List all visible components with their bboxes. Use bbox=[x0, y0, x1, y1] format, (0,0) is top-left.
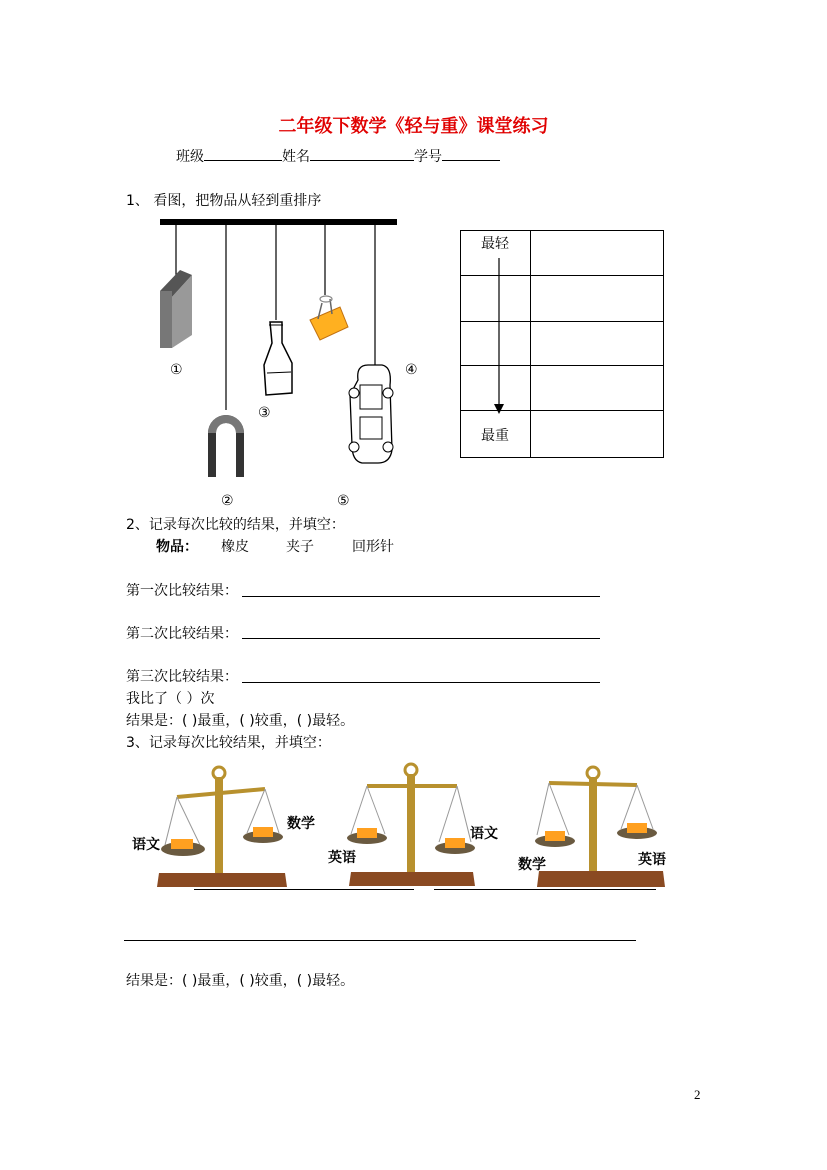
number-field[interactable] bbox=[442, 146, 500, 161]
marker-4: ④ bbox=[405, 362, 418, 378]
number-label: 学号 bbox=[414, 149, 442, 165]
marker-2: ② bbox=[221, 493, 234, 509]
book-icon bbox=[357, 828, 377, 838]
binder-clip-icon bbox=[310, 296, 348, 340]
table-top-label: 最轻 bbox=[481, 236, 509, 252]
answer-cell-2[interactable] bbox=[531, 276, 664, 322]
scale2-left-label: 英语 bbox=[328, 850, 356, 866]
scale3-left-label: 数学 bbox=[518, 857, 546, 873]
scale1-right-label: 数学 bbox=[287, 816, 315, 832]
book-icon bbox=[627, 823, 647, 833]
scale-answer-line-3[interactable] bbox=[124, 940, 636, 941]
compare-2-label: 第二次比较结果： bbox=[126, 626, 238, 642]
name-label: 姓名 bbox=[282, 149, 310, 165]
bottle-icon bbox=[264, 322, 292, 395]
q3-prompt: 3、记录每次比较结果，并填空： bbox=[126, 735, 331, 751]
compare-3-label: 第三次比较结果： bbox=[126, 669, 238, 685]
item-paperclip: 回形针 bbox=[352, 539, 394, 555]
class-label: 班级 bbox=[176, 149, 204, 165]
book-icon bbox=[171, 839, 193, 849]
marker-1: ① bbox=[170, 362, 183, 378]
marker-5: ⑤ bbox=[337, 493, 350, 509]
scale-answer-line-1[interactable] bbox=[194, 889, 414, 890]
answer-cell-5[interactable] bbox=[531, 411, 664, 458]
book-icon bbox=[253, 827, 273, 837]
items-label: 物品： bbox=[156, 539, 198, 555]
book-icon bbox=[160, 270, 192, 348]
compare-2-field[interactable] bbox=[242, 638, 600, 639]
page-number: 2 bbox=[694, 1087, 701, 1102]
scale-answer-line-2[interactable] bbox=[434, 889, 656, 890]
q2-result: 结果是：( )最重，( )较重，( )最轻。 bbox=[126, 713, 355, 729]
balance-scale-2 bbox=[345, 762, 480, 890]
q1-prompt: 1、 看图，把物品从轻到重排序 bbox=[126, 193, 322, 209]
hanging-objects-figure bbox=[150, 215, 410, 505]
scale3-right-label: 英语 bbox=[638, 852, 666, 868]
student-info-row bbox=[176, 146, 500, 166]
answer-cell-1[interactable] bbox=[531, 231, 664, 276]
answer-cell-3[interactable] bbox=[531, 322, 664, 366]
compare-1-field[interactable] bbox=[242, 596, 600, 597]
item-clip: 夹子 bbox=[286, 539, 314, 555]
marker-3: ③ bbox=[258, 405, 271, 421]
compare-3-field[interactable] bbox=[242, 682, 600, 683]
q3-result: 结果是：( )最重，( )较重，( )最轻。 bbox=[126, 973, 355, 989]
balance-scale-3 bbox=[535, 765, 670, 890]
compare-count: 我比了（ ）次 bbox=[126, 691, 215, 707]
page-title: 二年级下数学《轻与重》课堂练习 bbox=[278, 116, 549, 137]
scale1-left-label: 语文 bbox=[132, 837, 160, 853]
magnet-icon bbox=[208, 415, 244, 477]
answer-cell-4[interactable] bbox=[531, 366, 664, 411]
scale2-right-label: 语文 bbox=[470, 826, 498, 842]
book-icon bbox=[545, 831, 565, 841]
compare-1-label: 第一次比较结果： bbox=[126, 583, 238, 599]
down-arrow-icon bbox=[492, 258, 506, 418]
q2-prompt: 2、记录每次比较的结果，并填空： bbox=[126, 517, 345, 533]
toy-car-icon bbox=[349, 365, 393, 463]
class-field[interactable] bbox=[204, 146, 282, 161]
balance-scale-1 bbox=[155, 765, 290, 890]
table-bottom-label: 最重 bbox=[481, 428, 509, 444]
hanging-bar bbox=[160, 219, 397, 225]
book-icon bbox=[445, 838, 465, 848]
item-eraser: 橡皮 bbox=[221, 539, 249, 555]
order-table bbox=[460, 230, 664, 458]
name-field[interactable] bbox=[310, 146, 414, 161]
